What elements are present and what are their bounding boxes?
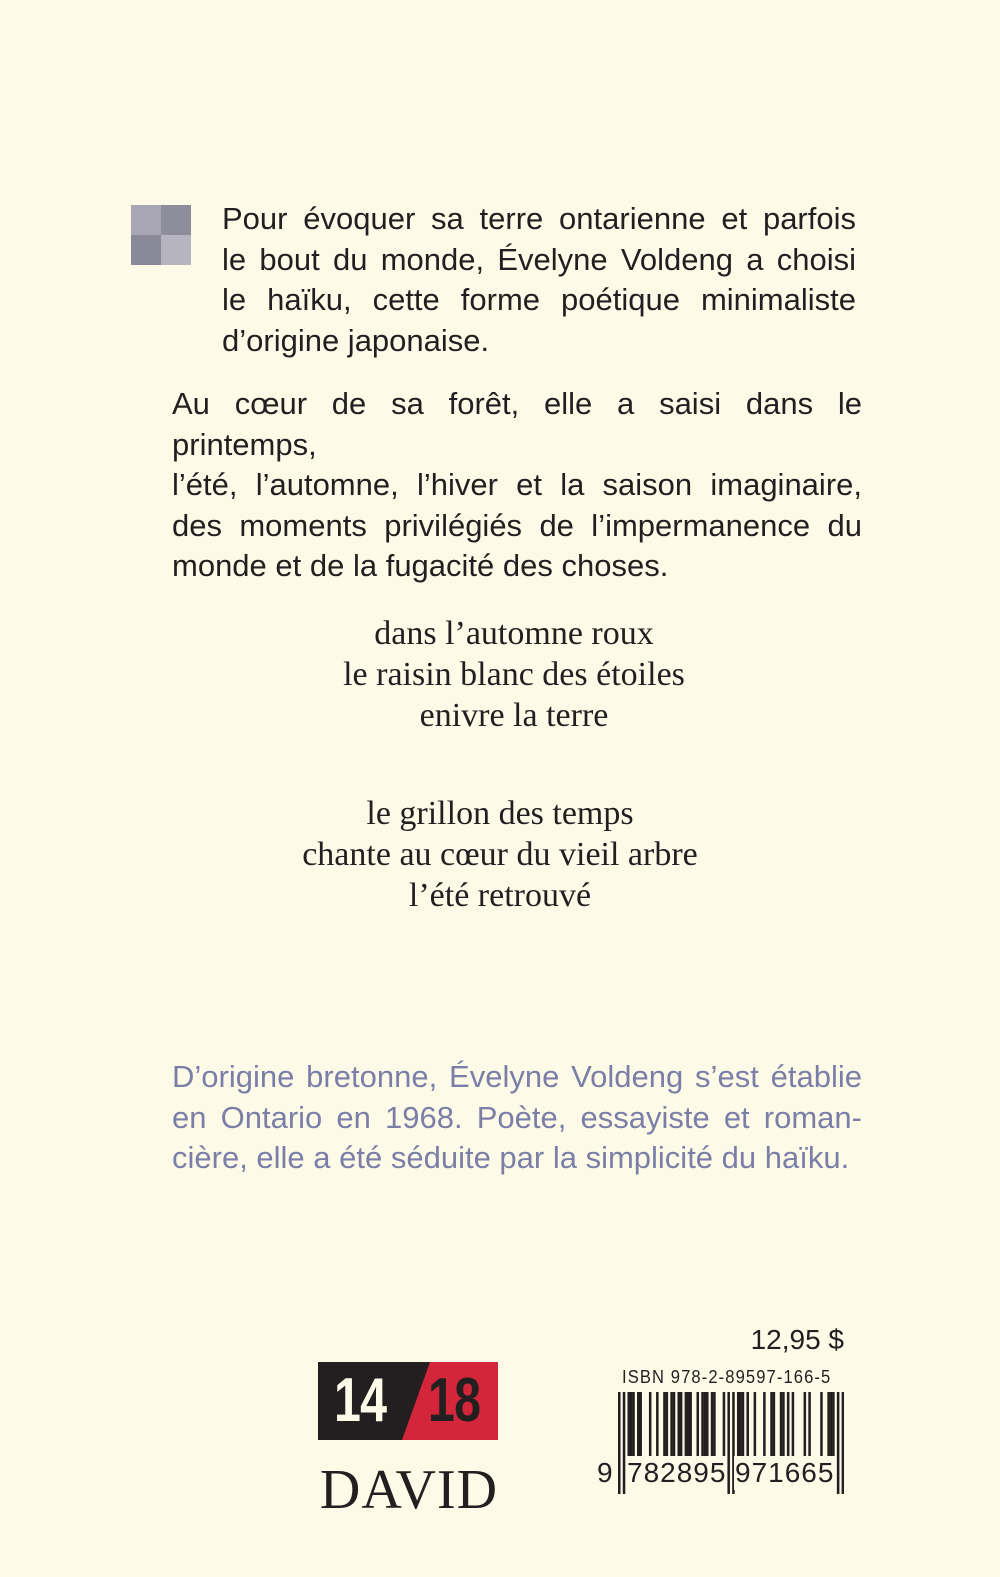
author-bio	[172, 1057, 862, 1179]
intro-line: d’origine japonaise.	[222, 322, 490, 358]
barcode-bar	[663, 1392, 666, 1464]
haiku-line: l’été retrouvé	[408, 877, 592, 914]
barcode-bar	[827, 1392, 830, 1464]
intro-line: Pour évoquer sa terre ontarienne et parfois	[222, 201, 856, 236]
barcode-digits-left: 782895	[627, 1457, 727, 1488]
haiku-line: enivre la terre	[419, 697, 609, 734]
publisher-name: DAVID	[319, 1459, 499, 1521]
barcode-bar	[804, 1392, 807, 1464]
barcode-bar	[782, 1392, 785, 1464]
haiku-line: chante au cœur du vieil arbre	[302, 836, 698, 873]
barcode-bar	[773, 1392, 776, 1464]
barcode-bar	[763, 1392, 766, 1464]
barcode-bar	[628, 1392, 631, 1464]
price: 12,95 $	[750, 1324, 844, 1355]
barcode-bar	[687, 1392, 690, 1464]
barcode-bar	[630, 1392, 633, 1464]
barcode-bar	[746, 1392, 749, 1464]
haiku-line: dans l’automne roux	[374, 615, 654, 652]
haiku-line: le grillon des temps	[366, 795, 634, 832]
mosaic-tile	[161, 205, 191, 235]
intro-line: le haïku, cette forme poétique minimaliste	[222, 282, 856, 317]
barcode-bar	[649, 1392, 652, 1464]
description-line: l’été, l’automne, l’hiver et la saison imaginaire,	[172, 467, 862, 502]
barcode-bar	[704, 1392, 707, 1464]
barcode-bar	[639, 1392, 642, 1464]
barcode-bar	[701, 1392, 704, 1464]
mosaic-tile	[131, 205, 161, 235]
mosaic-tile	[131, 235, 161, 265]
collection-logo	[318, 1362, 498, 1440]
barcode-bar	[770, 1392, 773, 1464]
description-paragraph	[172, 384, 862, 587]
barcode-bar	[832, 1392, 835, 1464]
barcode-digits	[596, 1456, 846, 1490]
logo-number-right: 18	[428, 1366, 481, 1435]
haiku-summer	[0, 793, 1000, 916]
barcode-bar	[792, 1392, 795, 1464]
barcode-bar	[737, 1392, 740, 1464]
barcode-bar	[656, 1392, 659, 1464]
barcode-bar	[713, 1392, 716, 1464]
barcode-bar	[685, 1392, 688, 1464]
barcode-bar	[830, 1392, 833, 1464]
barcode-bar	[673, 1392, 676, 1464]
barcode-bar	[632, 1392, 635, 1464]
bio-line: en Ontario en 1968. Poète, essayiste et roman-	[172, 1099, 862, 1135]
barcode-bar	[689, 1392, 692, 1464]
intro-line: le bout du monde, Évelyne Voldeng a choisi	[222, 241, 856, 277]
barcode-bar	[808, 1392, 811, 1464]
barcode-bar	[739, 1392, 742, 1464]
mosaic-mark	[131, 205, 191, 265]
intro-paragraph	[222, 199, 856, 361]
mosaic-tile	[161, 235, 191, 265]
isbn-label: ISBN 978-2-89597-166-5	[622, 1367, 832, 1387]
barcode-digits-right: 971665	[735, 1457, 835, 1488]
barcode-bar	[780, 1392, 783, 1464]
barcode-bar	[670, 1392, 673, 1464]
barcode-digit-lead: 9	[597, 1457, 614, 1488]
barcode-bar	[742, 1392, 745, 1464]
barcode-bar	[680, 1392, 683, 1464]
barcode-bar	[677, 1392, 680, 1464]
haiku-line: le raisin blanc des étoiles	[343, 656, 685, 693]
logo-number-left: 14	[334, 1366, 387, 1435]
barcode-bar	[666, 1392, 669, 1464]
haiku-autumn	[0, 613, 1000, 736]
barcode-bar	[754, 1392, 757, 1464]
barcode-bar	[820, 1392, 823, 1464]
barcode-bar	[723, 1392, 726, 1464]
description-line: monde et de la fugacité des choses.	[172, 548, 669, 583]
barcode-bar	[787, 1392, 790, 1464]
barcode-bar	[697, 1392, 700, 1464]
description-line: Au cœur de sa forêt, elle a saisi dans le printemps,	[172, 386, 862, 462]
barcode-bar	[706, 1392, 709, 1464]
bio-line: D’origine bretonne, Évelyne Voldeng s’est établie	[172, 1059, 862, 1094]
bio-line: cière, elle a été séduite par la simplicité du haïku.	[172, 1140, 850, 1175]
barcode-bar	[711, 1392, 714, 1464]
barcode-bar	[637, 1392, 640, 1464]
description-line: des moments privilégiés de l’impermanence du	[172, 507, 862, 543]
